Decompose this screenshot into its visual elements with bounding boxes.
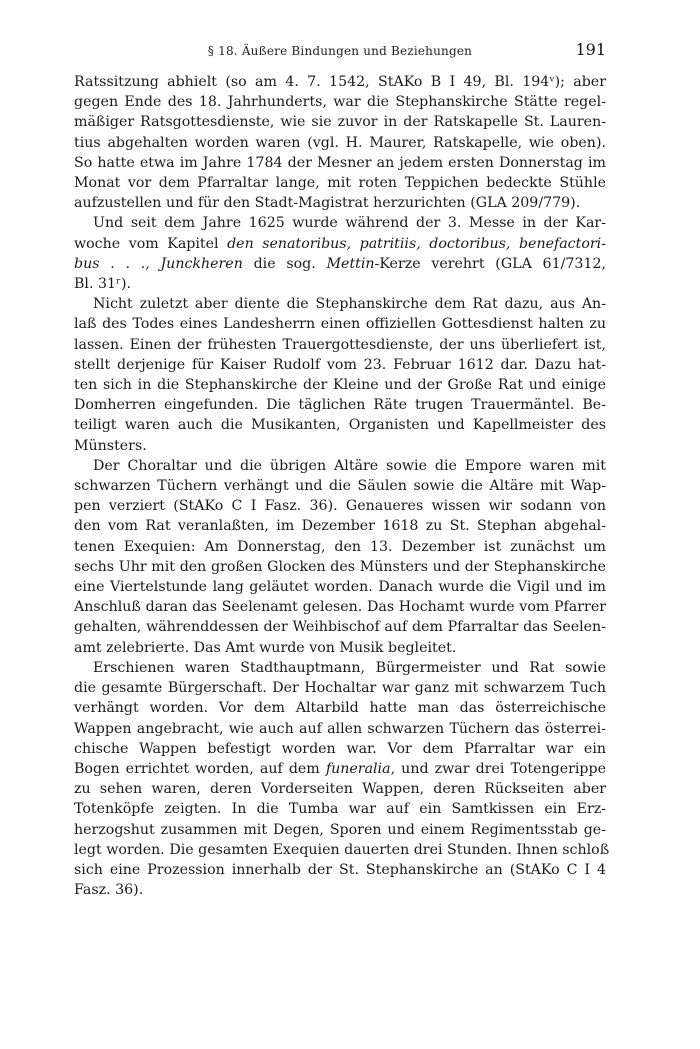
text-line: So hatte etwa im Jahre 1784 der Mesner an jedem ersten Donnerstag im [74, 154, 606, 171]
text-run: die sog. [242, 255, 327, 272]
text-line: Domherren eingefunden. Die täglichen Räte trugen Trauermäntel. Be- [74, 397, 606, 414]
text-run: Erschienen waren Stadthauptmann, Bürgermeister und Rat sowie [93, 659, 606, 676]
text-run: Und seit dem Jahre 1625 wurde während der 3. Messe in der Kar- [93, 215, 606, 232]
text-run: Totenköpfe zeigten. In die Tumba war auf ein Samtkissen ein Erz- [74, 801, 606, 818]
text-run: legt worden. Die gesamten Exequien dauerten drei Stunden. Ihnen schloß [74, 841, 610, 858]
text-line: den vom Rat veranlaßten, im Dezember 1618 zu St. Stephan abgehal- [74, 518, 606, 535]
text-line [74, 799, 606, 819]
page-number: 191 [575, 40, 606, 59]
paragraph-2 [74, 213, 606, 294]
text-line: teiligt waren auch die Musikanten, Organisten und Kapellmeister des [74, 417, 606, 434]
paragraph-4 [74, 456, 606, 658]
text-line: mäßiger Ratsgottesdienste, wie sie zuvor in der Ratskapelle St. Lauren- [74, 114, 606, 131]
text-line [74, 678, 606, 698]
latin-phrase: den senatoribus, patritiis, doctoribus, benefactori- [227, 235, 606, 252]
text-line [74, 234, 606, 254]
text-line: Nicht zuletzt aber diente die Stephanskirche dem Rat dazu, aus An- [93, 296, 606, 313]
text-line: pen verziert (StAKo C I Fasz. 36). Genaueres wissen wir sodann von [74, 498, 606, 515]
text-run: zu sehen waren, deren Vorderseiten Wappen, deren Rückseiten aber [74, 781, 606, 798]
running-title: § 18. Äußere Bindungen und Beziehungen [207, 44, 473, 58]
text-line: gegen Ende des 18. Jahrhunderts, war die Stephanskirche Stätte regel- [74, 94, 606, 111]
text-line: ten sich in die Stephanskirche der Kleine und der Große Rat und einige [74, 377, 606, 394]
text-line: Monat vor dem Pfarraltar lange, mit roten Teppichen bedeckte Stühle [74, 175, 606, 192]
text-run: chische Wappen befestigt worden war. Vor dem Pfarraltar war ein [74, 740, 606, 757]
text-line [74, 759, 606, 779]
text-line: eine Viertelstunde lang geläutet worden. Danach wurde die Vigil und im [74, 579, 606, 596]
text-line [74, 820, 606, 840]
text-run: , und zwar drei Totengerippe [390, 760, 606, 777]
text-line: gehalten, währenddessen der Weihbischof auf dem Pfarraltar das Seelen- [74, 619, 606, 636]
text-run: die gesamte Bürgerschaft. Der Hochaltar war ganz mit schwarzem Tuch [74, 680, 606, 697]
page-content [74, 40, 610, 900]
text-run: woche vom Kapitel [74, 235, 228, 252]
text-line [74, 274, 606, 294]
paragraph-3 [74, 294, 606, 456]
text-run: -Kerze verehrt (GLA 61/7312, [374, 255, 607, 272]
text-line: Ratssitzung abhielt (so am 4. 7. 1542, StAKo B I 49, Bl. 194ᵛ); aber [74, 74, 606, 90]
body-text [74, 72, 610, 900]
term-funeralia: funeralia [325, 760, 391, 777]
text-run: Bogen errichtet worden, auf dem [74, 760, 326, 777]
text-line: lassen. Einen der frühesten Trauergottesdienste, der uns überliefert ist, [74, 336, 606, 353]
text-run: Fasz. 36). [74, 882, 144, 899]
paragraph-5 [74, 658, 610, 900]
text-line: sechs Uhr mit den großen Glocken des Münsters und der Stephanskirche [74, 558, 606, 575]
text-line: amt zelebrierte. Das Amt wurde von Musik begleitet. [74, 639, 457, 656]
text-line: laß des Todes eines Landesherrn einen offiziellen Gottesdienst halten zu [74, 316, 606, 333]
text-line [74, 739, 606, 759]
text-line [74, 719, 606, 739]
text-run: Bl. 31ʳ). [74, 276, 132, 293]
text-line [74, 658, 606, 678]
text-run: Wappen angebracht, wie auch auf allen schwarzen Tüchern das österrei- [74, 720, 606, 737]
text-line [74, 254, 606, 274]
text-line [74, 213, 606, 233]
latin-phrase: bus . . ., Junckheren [74, 255, 243, 272]
term-mettin: Mettin [326, 255, 375, 272]
text-line: tenen Exequien: Am Donnerstag, den 13. Dezember ist zunächst um [74, 538, 606, 555]
paragraph-1 [74, 72, 606, 213]
text-run: sich eine Prozession innerhalb der St. Stephanskirche an (StAKo C I 4 [74, 861, 606, 878]
text-line: stellt derjenige für Kaiser Rudolf vom 23. Februar 1612 dar. Dazu hat- [74, 356, 606, 373]
text-line: Anschluß daran das Seelenamt gelesen. Das Hochamt wurde vom Pfarrer [74, 599, 606, 616]
text-run: herzogshut zusammen mit Degen, Sporen und einem Regimentsstab ge- [74, 821, 606, 838]
text-line [74, 860, 606, 880]
text-line: tius abgehalten worden waren (vgl. H. Maurer, Ratskapelle, wie oben). [74, 134, 606, 151]
text-line [74, 698, 606, 718]
text-line: schwarzen Tüchern verhängt und die Säulen sowie die Altäre mit Wap- [74, 478, 606, 495]
text-line: Der Choraltar und die übrigen Altäre sowie die Empore waren mit [93, 457, 606, 474]
text-run: verhängt worden. Vor dem Altarbild hatte man das österreichische [74, 700, 606, 717]
text-line [74, 880, 606, 900]
running-head [74, 40, 606, 66]
text-line: Münsters. [74, 437, 147, 454]
text-line [74, 779, 606, 799]
text-line: aufzustellen und für den Stadt-Magistrat herzurichten (GLA 209/779). [74, 195, 581, 212]
text-line [74, 840, 610, 860]
